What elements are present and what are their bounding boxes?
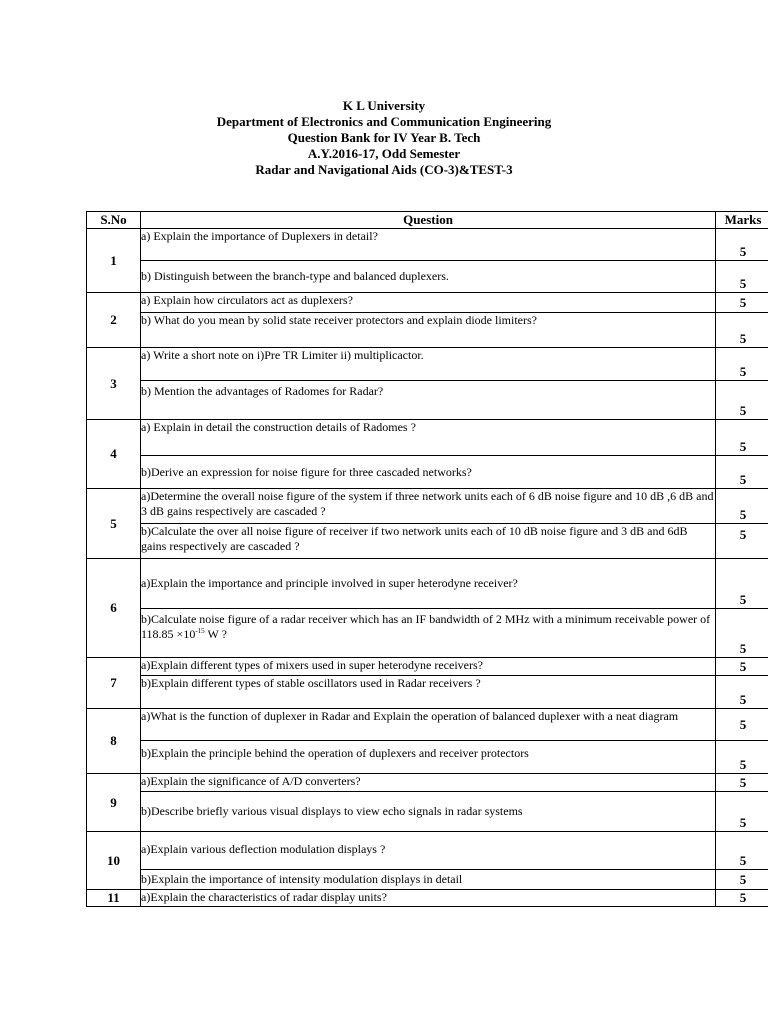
- department-name: Department of Electronics and Communication Engineering: [216, 114, 552, 129]
- table-row: [87, 229, 768, 261]
- document-header: [0, 98, 768, 178]
- sno-cell: 6: [87, 559, 141, 658]
- question-cell: a) Write a short note on i)Pre TR Limiter ii) multiplicactor.: [141, 348, 716, 381]
- table-row: [87, 658, 768, 676]
- table-row: [87, 313, 768, 348]
- question-cell: a)Explain the characteristics of radar display units?: [141, 890, 716, 907]
- table-row: [87, 870, 768, 890]
- table-row: [87, 348, 768, 381]
- marks-cell: 5: [716, 774, 768, 792]
- university-name: K L University: [342, 98, 426, 113]
- table-row: [87, 832, 768, 870]
- table-row: [87, 524, 768, 559]
- table-row: [87, 890, 768, 907]
- table-row: [87, 293, 768, 313]
- question-text-tail: W ?: [204, 627, 227, 641]
- question-cell: b) Mention the advantages of Radomes for Radar?: [141, 381, 716, 420]
- sno-cell: 10: [87, 832, 141, 890]
- table-row: [87, 609, 768, 658]
- table-row: [87, 456, 768, 489]
- question-cell: a) Explain how circulators act as duplexers?: [141, 293, 716, 313]
- header-sno: S.No: [87, 212, 141, 229]
- marks-cell: 5: [716, 870, 768, 890]
- question-cell: b)Describe briefly various visual displays to view echo signals in radar systems: [141, 792, 716, 832]
- table-row: [87, 261, 768, 293]
- marks-cell: 5: [716, 709, 768, 741]
- subject-title: Radar and Navigational Aids (CO-3)&TEST-3: [255, 162, 513, 177]
- marks-cell: 5: [716, 832, 768, 870]
- question-cell: b)Calculate the over all noise figure of receiver if two network units each of 10 dB noise figure and 3 dB and 6dB gains respectively are cascaded ?: [141, 524, 716, 559]
- academic-year: A.Y.2016-17, Odd Semester: [307, 146, 461, 161]
- table-row: [87, 741, 768, 774]
- sno-cell: 4: [87, 420, 141, 489]
- sno-cell: 9: [87, 774, 141, 832]
- header-marks: Marks: [716, 212, 768, 229]
- question-cell: a)What is the function of duplexer in Radar and Explain the operation of balanced duplexer with a neat diagram: [141, 709, 716, 741]
- header-question: Question: [141, 212, 716, 229]
- sno-cell: 2: [87, 293, 141, 348]
- sno-cell: 3: [87, 348, 141, 420]
- question-cell: [141, 609, 716, 658]
- table-row: [87, 381, 768, 420]
- marks-cell: 5: [716, 420, 768, 456]
- question-cell: a)Explain the significance of A/D converters?: [141, 774, 716, 792]
- marks-cell: 5: [716, 741, 768, 774]
- marks-cell: 5: [716, 293, 768, 313]
- marks-cell: 5: [716, 456, 768, 489]
- marks-cell: 5: [716, 381, 768, 420]
- question-cell: b)Explain different types of stable oscillators used in Radar receivers ?: [141, 676, 716, 709]
- table-row: [87, 559, 768, 609]
- marks-cell: 5: [716, 658, 768, 676]
- table-header-row: [87, 212, 768, 229]
- marks-cell: 5: [716, 676, 768, 709]
- table-row: [87, 420, 768, 456]
- question-table: [86, 211, 768, 907]
- marks-cell: 5: [716, 559, 768, 609]
- table-row: [87, 676, 768, 709]
- question-cell: a)Explain different types of mixers used in super heterodyne receivers?: [141, 658, 716, 676]
- marks-cell: 5: [716, 609, 768, 658]
- marks-cell: 5: [716, 489, 768, 524]
- sno-cell: 7: [87, 658, 141, 709]
- sno-cell: 1: [87, 229, 141, 293]
- question-cell: a)Explain the importance and principle involved in super heterodyne receiver?: [141, 559, 716, 609]
- marks-cell: 5: [716, 792, 768, 832]
- marks-cell: 5: [716, 348, 768, 381]
- sno-cell: 5: [87, 489, 141, 559]
- marks-cell: 5: [716, 524, 768, 559]
- sno-cell: 8: [87, 709, 141, 774]
- sno-cell: 11: [87, 890, 141, 907]
- marks-cell: 5: [716, 261, 768, 293]
- question-cell: b) What do you mean by solid state receiver protectors and explain diode limiters?: [141, 313, 716, 348]
- table-row: [87, 774, 768, 792]
- table-row: [87, 792, 768, 832]
- question-text: b)Calculate noise figure of a radar receiver which has an IF bandwidth of 2 MHz with a minimum receivable power of 118.85 ×10: [141, 612, 711, 641]
- exponent: -15: [195, 627, 205, 635]
- table-row: [87, 489, 768, 524]
- question-cell: b)Derive an expression for noise figure for three cascaded networks?: [141, 456, 716, 489]
- question-cell: b)Explain the principle behind the operation of duplexers and receiver protectors: [141, 741, 716, 774]
- table-row: [87, 709, 768, 741]
- question-bank-title: Question Bank for IV Year B. Tech: [287, 130, 481, 145]
- question-cell: a)Explain various deflection modulation displays ?: [141, 832, 716, 870]
- marks-cell: 5: [716, 229, 768, 261]
- question-cell: a) Explain the importance of Duplexers in detail?: [141, 229, 716, 261]
- question-cell: a)Determine the overall noise figure of the system if three network units each of 6 dB noise figure and 10 dB ,6 dB and 3 dB gains respectively are cascaded ?: [141, 489, 716, 524]
- question-cell: b)Explain the importance of intensity modulation displays in detail: [141, 870, 716, 890]
- marks-cell: 5: [716, 890, 768, 907]
- marks-cell: 5: [716, 313, 768, 348]
- question-cell: a) Explain in detail the construction details of Radomes ?: [141, 420, 716, 456]
- question-cell: b) Distinguish between the branch-type and balanced duplexers.: [141, 261, 716, 293]
